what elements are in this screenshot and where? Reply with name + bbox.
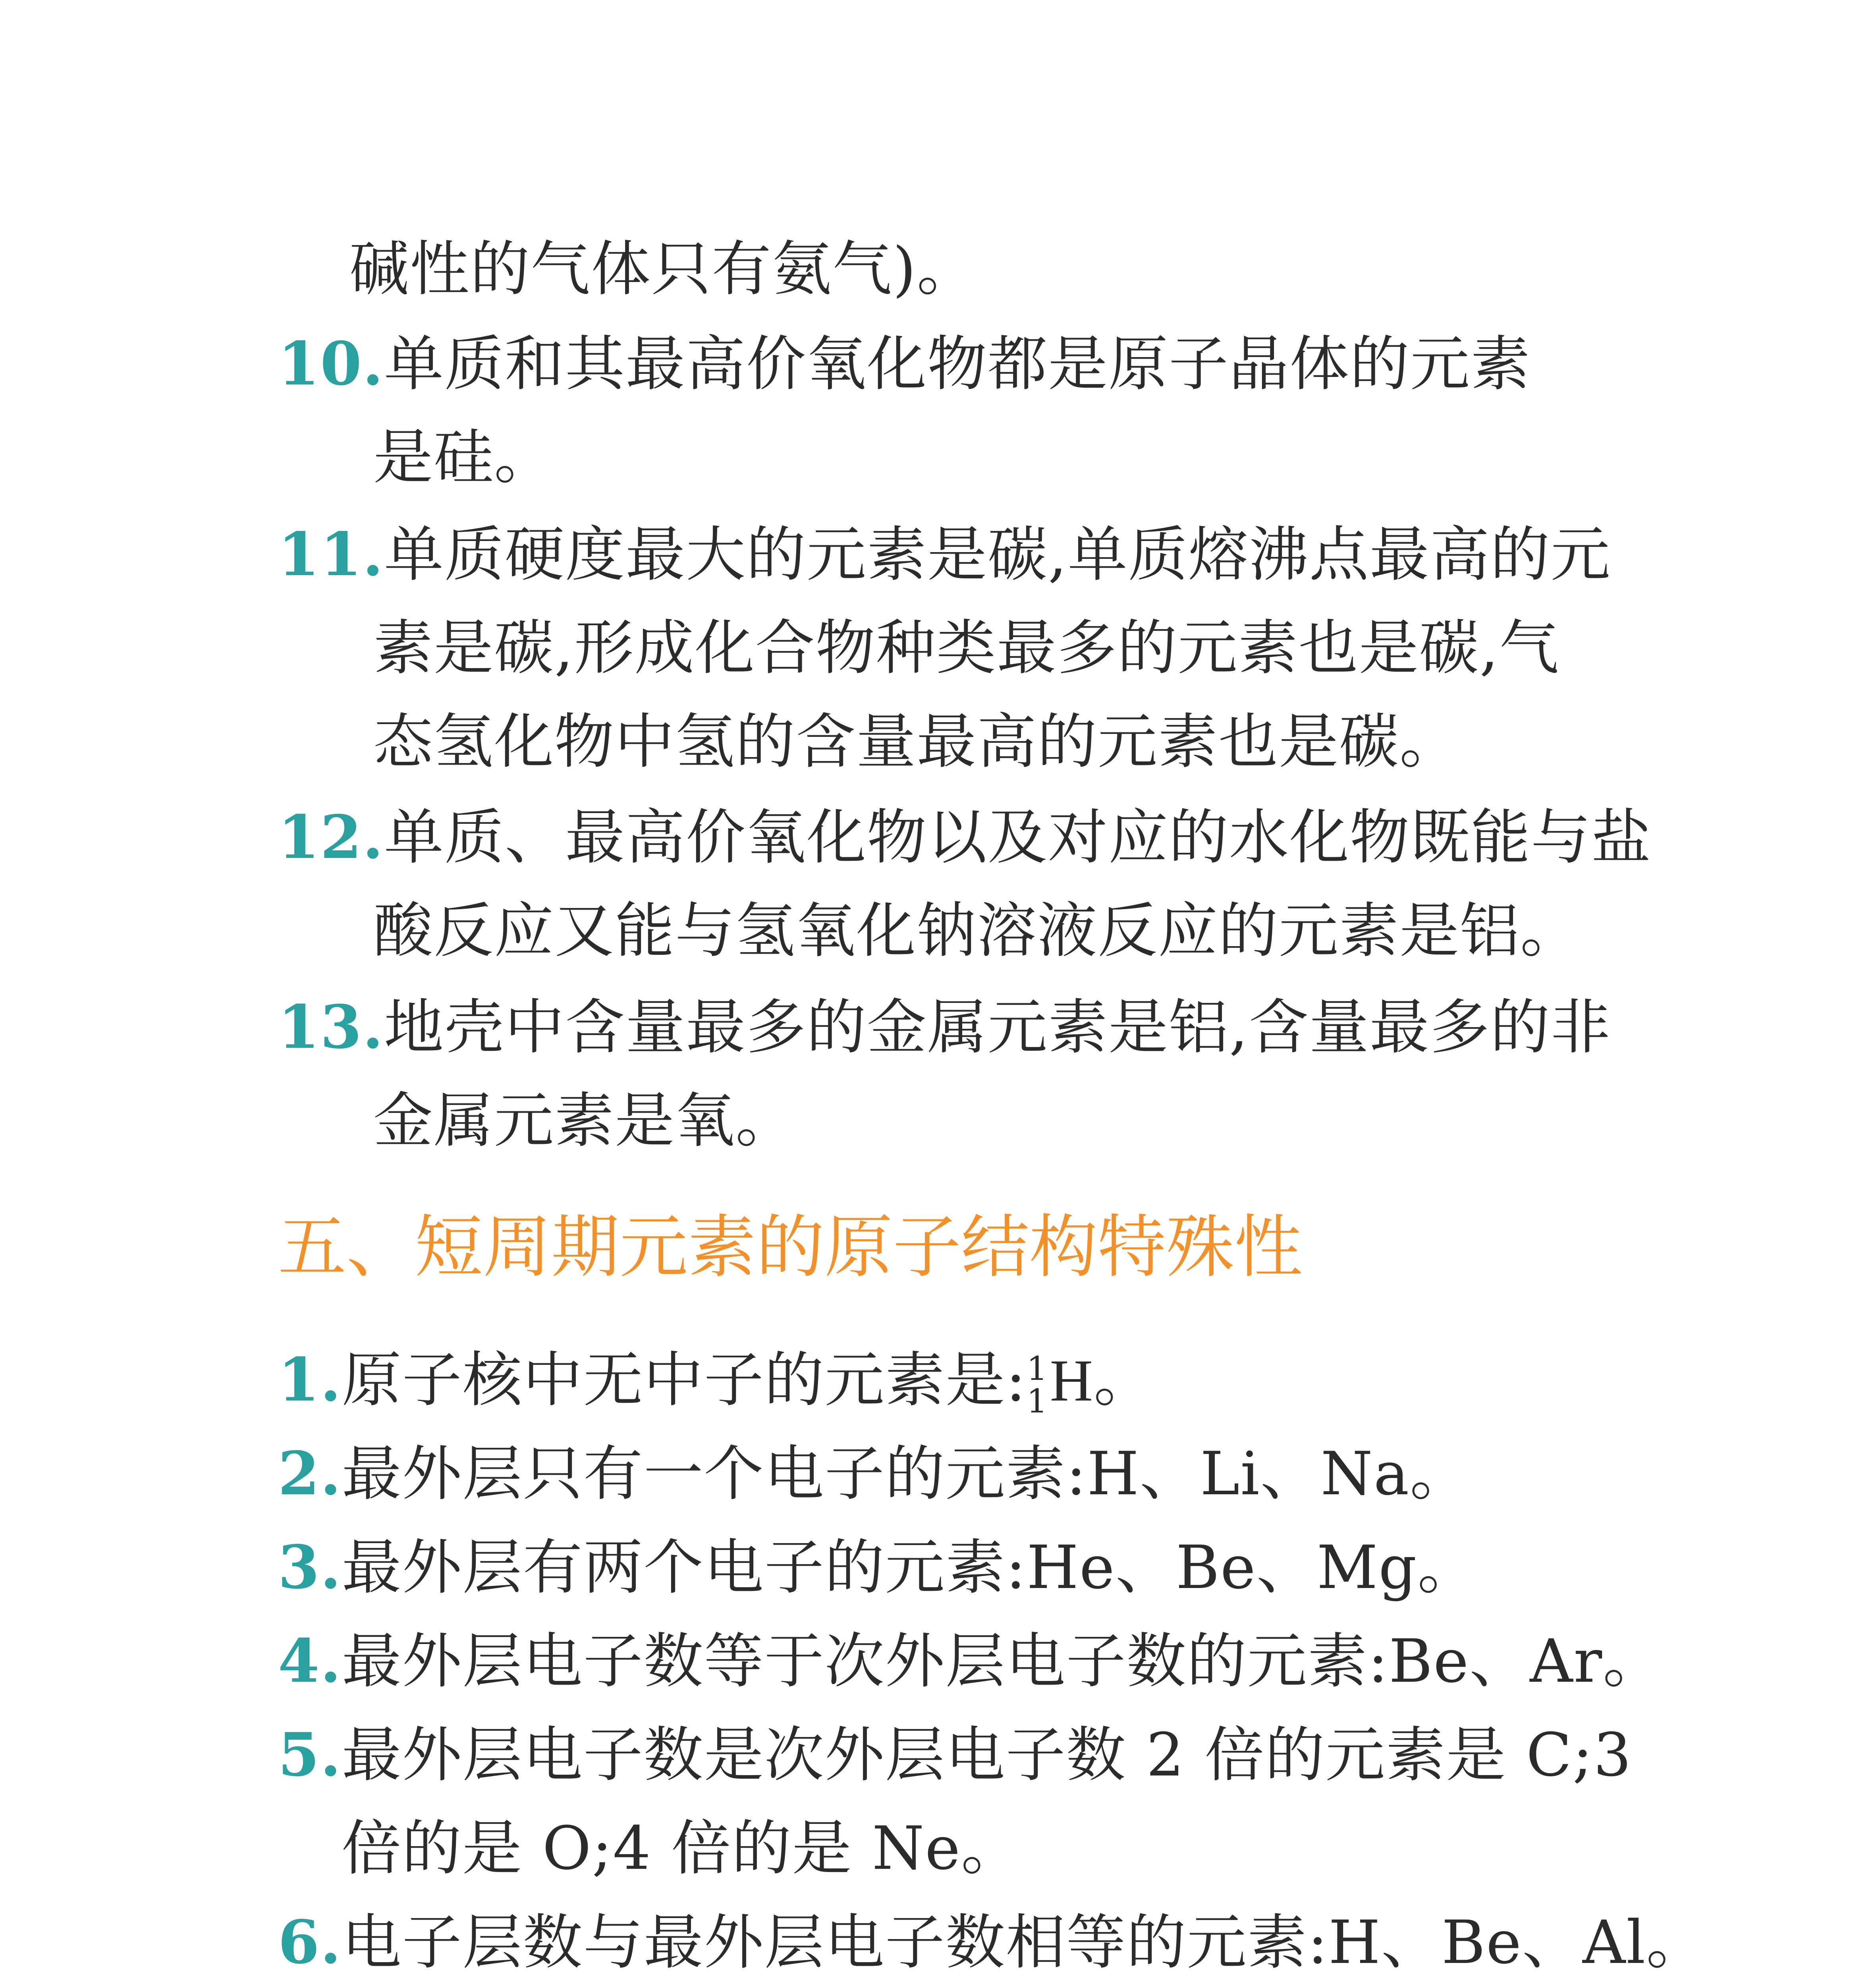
item-text: 单质硬度最大的元素是碳,单质熔沸点最高的元 [384, 520, 1611, 589]
list-item [278, 317, 1628, 504]
item-text: 最外层电子数等于次外层电子数的元素:Be、Ar。 [342, 1627, 1664, 1696]
item-text: 单质和其最高价氧化物都是原子晶体的元素 [384, 330, 1531, 399]
item-number: 3. [278, 1532, 342, 1602]
list-item [278, 508, 1628, 789]
list-item [278, 980, 1628, 1168]
list-item: 1.原子核中无中子的元素是: 1 1 H。 [278, 1345, 1154, 1421]
item-number: 11. [278, 520, 384, 589]
item-number: 12. [278, 802, 384, 872]
list-item [278, 790, 1652, 978]
item-text: 是硅。 [373, 423, 555, 492]
item-number: 10. [278, 329, 384, 399]
item-text: 最外层有两个电子的元素:He、Be、Mg。 [342, 1533, 1478, 1602]
item-text: 态氢化物中氢的含量最高的元素也是碳。 [373, 707, 1460, 777]
item-text: 电子层数与最外层电子数相等的元素:H、Be、Al。 [342, 1908, 1707, 1977]
item-text: 酸反应又能与氢氧化钠溶液反应的元素是铝。 [373, 896, 1581, 966]
item-number: 13. [278, 992, 384, 1062]
item-text: 倍的是 O;4 倍的是 Ne。 [342, 1814, 1022, 1883]
item-number: 1. [278, 1345, 342, 1415]
list-item [278, 1708, 1632, 1895]
item-number: 4. [278, 1626, 342, 1696]
item-text: 单质、最高价氧化物以及对应的水化物既能与盐 [384, 803, 1652, 872]
item-text: 地壳中含量最多的金属元素是铝,含量最多的非 [384, 993, 1611, 1062]
list-item [349, 222, 1700, 316]
item-number: 6. [278, 1907, 342, 1977]
item-text: 最外层电子数是次外层电子数 2 倍的元素是 C;3 [342, 1721, 1632, 1790]
section-heading: 五、短周期元素的原子结构特殊性 [278, 1207, 1303, 1287]
item-number: 5. [278, 1720, 342, 1790]
item-text: 碱性的气体只有氨气)。 [349, 235, 977, 304]
list-item [278, 1520, 1628, 1614]
item-text: 素是碳,形成化合物种类最多的元素也是碳,气 [373, 614, 1560, 683]
isotope-notation: 1 1 [1027, 1349, 1048, 1421]
list-item [278, 1614, 1664, 1708]
item-text: 原子核中无中子的元素是: [342, 1346, 1027, 1415]
list-item [278, 1427, 1628, 1520]
item-text: 金属元素是氧。 [373, 1086, 796, 1155]
list-item [278, 1895, 1707, 1986]
item-text: 最外层只有一个电子的元素:H、Li、Na。 [342, 1439, 1471, 1509]
item-number: 2. [278, 1439, 342, 1509]
